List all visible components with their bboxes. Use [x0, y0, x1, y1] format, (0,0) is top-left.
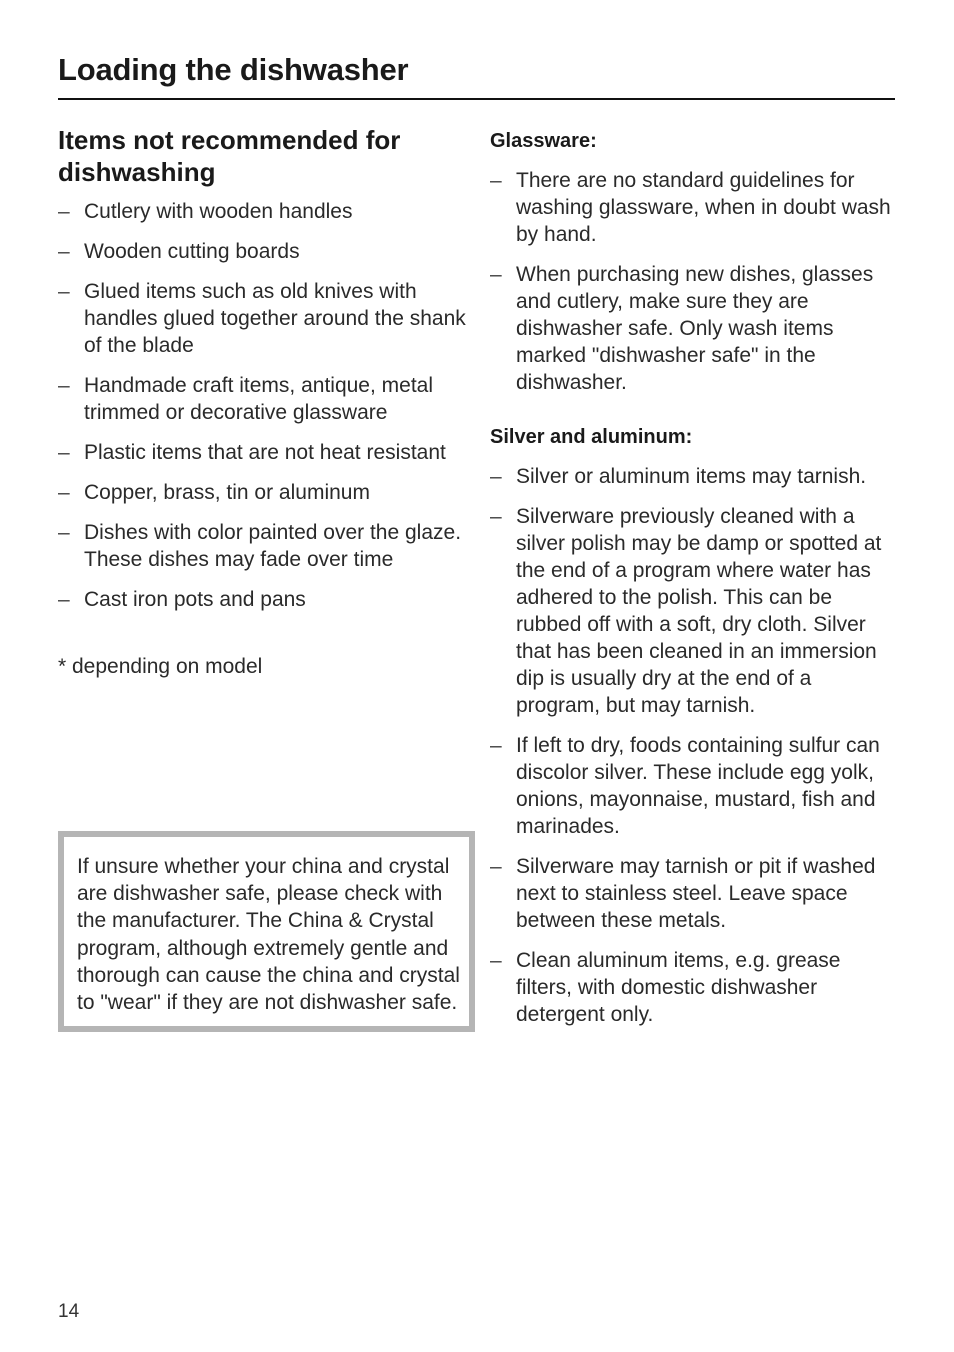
list-item-text: Clean aluminum items, e.g. grease filters, with domestic dishwasher detergent only.	[516, 949, 841, 1026]
silver-aluminum-heading: Silver and aluminum:	[490, 426, 693, 448]
right-column	[490, 128, 900, 1041]
list-item: – There are no standard guidelines for washing glassware, when in doubt wash by hand.	[490, 169, 891, 246]
china-crystal-note: If unsure whether your china and crystal are dishwasher safe, please check with the manufacturer. The China & Crystal program, although extremely gentle and thorough can cause the china and crystal to "wear" if they are not dishwasher safe.	[58, 831, 475, 1032]
list-item-text: Cast iron pots and pans	[84, 588, 306, 611]
list-item-text: Wooden cutting boards	[84, 240, 300, 263]
list-item-text: Handmade craft items, antique, metal trimmed or decorative glassware	[84, 374, 434, 424]
list-item-text: Cutlery with wooden handles	[84, 200, 353, 223]
model-footnote: * depending on model	[58, 655, 263, 678]
list-item-text: Glued items such as old knives with handles glued together around the shank of the blade	[84, 280, 466, 357]
section-heading-not-recommended: Items not recommended for dishwashing	[58, 125, 401, 187]
list-item-text: There are no standard guidelines for washing glassware, when in doubt wash by hand.	[516, 169, 891, 246]
list-item-text: Dishes with color painted over the glaze. These dishes may fade over time	[84, 521, 462, 571]
list-item: – Plastic items that are not heat resistant	[58, 441, 446, 464]
list-item: – Glued items such as old knives with handles glued together around the shank of the blade	[58, 280, 466, 357]
list-item-text: Silverware previously cleaned with a silver polish may be damp or spotted at the end of a program where water has adhered to the polish. This can be rubbed off with a soft, dry cloth. Silver that has been cleaned in an immersion dip is usually dry at the end of a program, but may tarnish.	[516, 505, 882, 717]
list-item-text: Copper, brass, tin or aluminum	[84, 481, 370, 504]
list-item: – Copper, brass, tin or aluminum	[58, 481, 370, 504]
list-item-text: Silver or aluminum items may tarnish.	[516, 465, 867, 488]
list-item: – Wooden cutting boards	[58, 240, 300, 263]
list-item: – Cast iron pots and pans	[58, 588, 306, 611]
not-recommended-list	[58, 198, 468, 613]
page-number: 14	[58, 1301, 80, 1322]
list-item: – Cutlery with wooden handles	[58, 200, 353, 223]
list-item: – If left to dry, foods containing sulfur can discolor silver. These include egg yolk, onions, mayonnaise, mustard, fish and marinades.	[490, 734, 880, 838]
list-item: – Silver or aluminum items may tarnish.	[490, 465, 867, 488]
list-item-text: Plastic items that are not heat resistant	[84, 441, 446, 464]
silver-aluminum-list	[490, 463, 900, 1028]
list-item-text: When purchasing new dishes, glasses and cutlery, make sure they are dishwasher safe. Only wash items marked "dishwasher safe" in the dishwasher.	[516, 263, 874, 394]
list-item-text: Silverware may tarnish or pit if washed next to stainless steel. Leave space between these metals.	[516, 855, 876, 932]
title-divider	[58, 98, 895, 100]
list-item: – Clean aluminum items, e.g. grease filters, with domestic dishwasher detergent only.	[490, 949, 841, 1026]
list-item: – Dishes with color painted over the glaze. These dishes may fade over time	[58, 521, 462, 571]
page-title: Loading the dishwasher	[58, 52, 409, 87]
list-item: – Silverware may tarnish or pit if washed next to stainless steel. Leave space between these metals.	[490, 855, 876, 932]
list-item: – When purchasing new dishes, glasses and cutlery, make sure they are dishwasher safe. Only wash items marked "dishwasher safe" in the dishwasher.	[490, 263, 874, 394]
glassware-heading: Glassware:	[490, 130, 597, 152]
list-item-text: If left to dry, foods containing sulfur can discolor silver. These include egg yolk, onions, mayonnaise, mustard, fish and marinades.	[516, 734, 880, 838]
left-column	[58, 124, 468, 680]
list-item: – Handmade craft items, antique, metal trimmed or decorative glassware	[58, 374, 434, 424]
glassware-list	[490, 167, 900, 396]
list-item: – Silverware previously cleaned with a silver polish may be damp or spotted at the end of a program where water has adhered to the polish. This can be rubbed off with a soft, dry cloth. Silver that has been cleaned in an immersion dip is usually dry at the end of a program, but may tarnish.	[490, 505, 882, 717]
